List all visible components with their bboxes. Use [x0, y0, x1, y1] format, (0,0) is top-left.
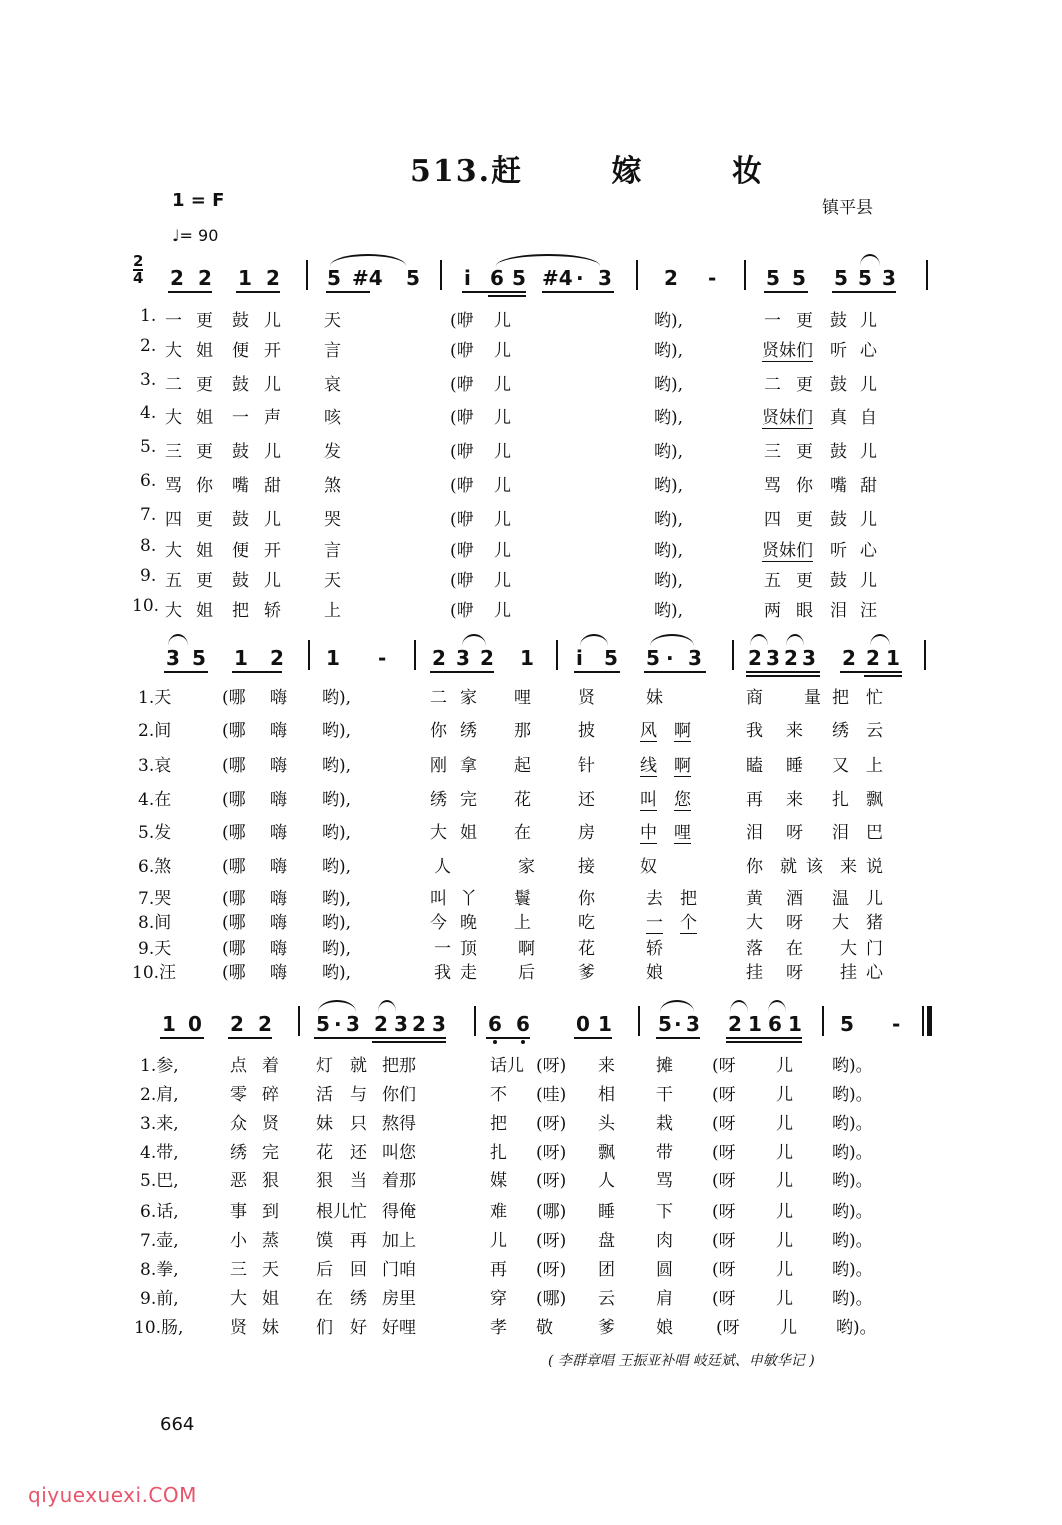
note: 1: [238, 266, 252, 290]
tempo-marking: ♩= 90: [172, 226, 219, 245]
note: 2: [230, 1012, 244, 1036]
lyric-line: 6.话, 事 到 根儿 忙 得俺 难 (哪) 睡 下 (呀 儿 哟)。: [140, 1202, 873, 1222]
credit-line: ( 李群章唱 王振亚补唱 岐廷斌、申敏华记 ): [548, 1353, 815, 1369]
note: 2: [412, 1012, 426, 1036]
note: 3: [882, 266, 896, 290]
note: 2: [728, 1012, 742, 1036]
lyric-line: 5.巴, 恶 狠 狠 当 着那 媒 (呀) 人 骂 (呀 儿 哟)。: [140, 1171, 873, 1191]
lyric-line: 9.天 (哪 嗨 哟), 一 顶 啊 花 轿 落 在 大 门: [138, 939, 883, 959]
watermark-link[interactable]: qiyuexuexi.COM: [28, 1483, 197, 1507]
note: 2: [266, 266, 280, 290]
note: 5: [604, 646, 618, 670]
note: 2: [170, 266, 184, 290]
note: ·: [576, 266, 584, 290]
note: 5: [406, 266, 420, 290]
lyric-line: 8. 大 姐 便 开 言 (咿 儿 哟), 贤妹们 听 心: [140, 536, 877, 561]
note: 1: [162, 1012, 176, 1036]
page-number: 664: [160, 1414, 195, 1435]
lyric-line: 7.壶, 小 蒸 馍 再 加上 儿 (呀) 盘 肉 (呀 儿 哟)。: [140, 1231, 873, 1251]
lyric-line: 10.肠, 贤 妹 们 好 好哩 孝 敬 爹 娘 (呀 儿 哟)。: [134, 1318, 877, 1338]
note: 5: [792, 266, 806, 290]
note: 2: [784, 646, 798, 670]
note: 5: [192, 646, 206, 670]
lyric-line: 6. 骂 你 嘴 甜 煞 (咿 儿 哟), 骂 你 嘴 甜: [140, 471, 877, 496]
note: #4: [542, 266, 573, 290]
note: 2: [748, 646, 762, 670]
note: 5: [646, 646, 660, 670]
note: 1: [520, 646, 534, 670]
note: 0: [188, 1012, 202, 1036]
note: 0: [576, 1012, 590, 1036]
key-signature: 1 = F: [172, 190, 225, 211]
lyric-line: 5.发 (哪 嗨 哟), 大 姐 在 房 中 哩 泪 呀 泪 巴: [0, 818, 1062, 842]
song-title: 513.赶 嫁 妆: [410, 154, 802, 189]
lyric-line: 4.带, 绣 完 花 还 叫您 扎 (呀) 飘 带 (呀 儿 哟)。: [140, 1143, 873, 1163]
note: 5: [658, 1012, 672, 1036]
note: 2: [432, 646, 446, 670]
lyric-line: 7. 四 更 鼓 儿 哭 (咿 儿 哟), 四 更 鼓 儿: [140, 505, 877, 530]
lyric-line: 3.来, 众 贤 妹 只 熬得 把 (呀) 头 栽 (呀 儿 哟)。: [140, 1114, 873, 1134]
time-signature: 2 4: [133, 252, 144, 287]
note: -: [708, 266, 717, 290]
note: 3: [346, 1012, 360, 1036]
note: 5: [512, 266, 526, 290]
note: 5: [327, 266, 341, 290]
note: ·: [666, 646, 674, 670]
lyric-line: 1. 一 更 鼓 儿 天 (咿 儿 哟), 一 更 鼓 儿: [140, 306, 877, 331]
note: -: [378, 646, 387, 670]
lyric-line: 8.间 (哪 嗨 哟), 今 晚 上 吃 一 个 大 呀 大 猪: [0, 908, 1062, 932]
note: 5: [858, 266, 872, 290]
note: ·: [674, 1012, 682, 1036]
note: 5: [316, 1012, 330, 1036]
lyric-line: 4. 大 姐 一 声 咳 (咿 儿 哟), 贤妹们 真 自: [140, 403, 877, 428]
lyric-line: 2. 大 姐 便 开 言 (咿 儿 哟), 贤妹们 听 心: [140, 336, 877, 361]
note: i: [576, 646, 583, 670]
note: 1: [598, 1012, 612, 1036]
note: -: [892, 1012, 901, 1036]
note: 6: [488, 1012, 502, 1036]
lyric-line: 7.哭 (哪 嗨 哟), 叫 丫 鬟 你 去 把 黄 酒 温 儿: [138, 889, 883, 909]
note: 5: [840, 1012, 854, 1036]
note: 2: [480, 646, 494, 670]
note: 1: [748, 1012, 762, 1036]
lyric-line: 2.间 (哪 嗨 哟), 你 绣 那 披 风 啊 我 来 绣 云: [0, 716, 1062, 740]
lyric-line: 9. 五 更 鼓 儿 天 (咿 儿 哟), 五 更 鼓 儿: [140, 566, 877, 591]
lyric-line: 8.拳, 三 天 后 回 门咱 再 (呀) 团 圆 (呀 儿 哟)。: [140, 1260, 873, 1280]
lyric-line: 2.肩, 零 碎 活 与 你们 不 (哇) 相 干 (呀 儿 哟)。: [140, 1085, 873, 1105]
note: 1: [788, 1012, 802, 1036]
note: 2: [258, 1012, 272, 1036]
note: 2: [664, 266, 678, 290]
lyric-line: 5. 三 更 鼓 儿 发 (咿 儿 哟), 三 更 鼓 儿: [140, 437, 877, 462]
lyric-line: 3. 二 更 鼓 儿 哀 (咿 儿 哟), 二 更 鼓 儿: [140, 370, 877, 395]
note: 2: [866, 646, 880, 670]
note: 5: [834, 266, 848, 290]
note: 3: [456, 646, 470, 670]
note: 3: [766, 646, 780, 670]
note: 6: [490, 266, 504, 290]
note: 1: [886, 646, 900, 670]
lyric-line: 9.前, 大 姐 在 绣 房里 穿 (哪) 云 肩 (呀 儿 哟)。: [140, 1289, 873, 1309]
note: ·: [334, 1012, 342, 1036]
note: 3: [688, 646, 702, 670]
lyric-line: 1.参, 点 着 灯 就 把那 话儿 (呀) 来 摊 (呀 儿 哟)。: [140, 1056, 873, 1076]
note: #4: [352, 266, 383, 290]
lyric-line: 10.汪 (哪 嗨 哟), 我 走 后 爹 娘 挂 呀 挂 心: [132, 963, 883, 983]
region-label: 镇平县: [822, 198, 873, 218]
note: 3: [802, 646, 816, 670]
lyric-line: 6.煞 (哪 嗨 哟), 人 家 接 奴 你 就 该 来 说: [138, 857, 883, 877]
note: 3: [432, 1012, 446, 1036]
note: 6: [768, 1012, 782, 1036]
note: 3: [166, 646, 180, 670]
note: 6: [516, 1012, 530, 1036]
note: 2: [374, 1012, 388, 1036]
staff-line-1: [0, 258, 1062, 298]
note: 5: [766, 266, 780, 290]
lyric-line: 1.天 (哪 嗨 哟), 二 家 哩 贤 妹 商 量 把 忙: [138, 688, 883, 708]
lyric-line: 4.在 (哪 嗨 哟), 绣 完 花 还 叫 您 再 来 扎 飘: [0, 785, 1062, 809]
lyric-line: 3.哀 (哪 嗨 哟), 刚 拿 起 针 线 啊 瞌 睡 又 上: [0, 751, 1062, 775]
note: 1: [326, 646, 340, 670]
note: 2: [270, 646, 284, 670]
note: 1: [234, 646, 248, 670]
note: 2: [198, 266, 212, 290]
note: 3: [394, 1012, 408, 1036]
note: 3: [686, 1012, 700, 1036]
lyric-line: 10. 大 姐 把 轿 上 (咿 儿 哟), 两 眼 泪 汪: [132, 596, 877, 621]
note: 2: [842, 646, 856, 670]
note: 3: [598, 266, 612, 290]
staff-line-2: [0, 638, 1062, 678]
staff-line-3: [0, 1004, 1062, 1044]
note: i: [464, 266, 471, 290]
